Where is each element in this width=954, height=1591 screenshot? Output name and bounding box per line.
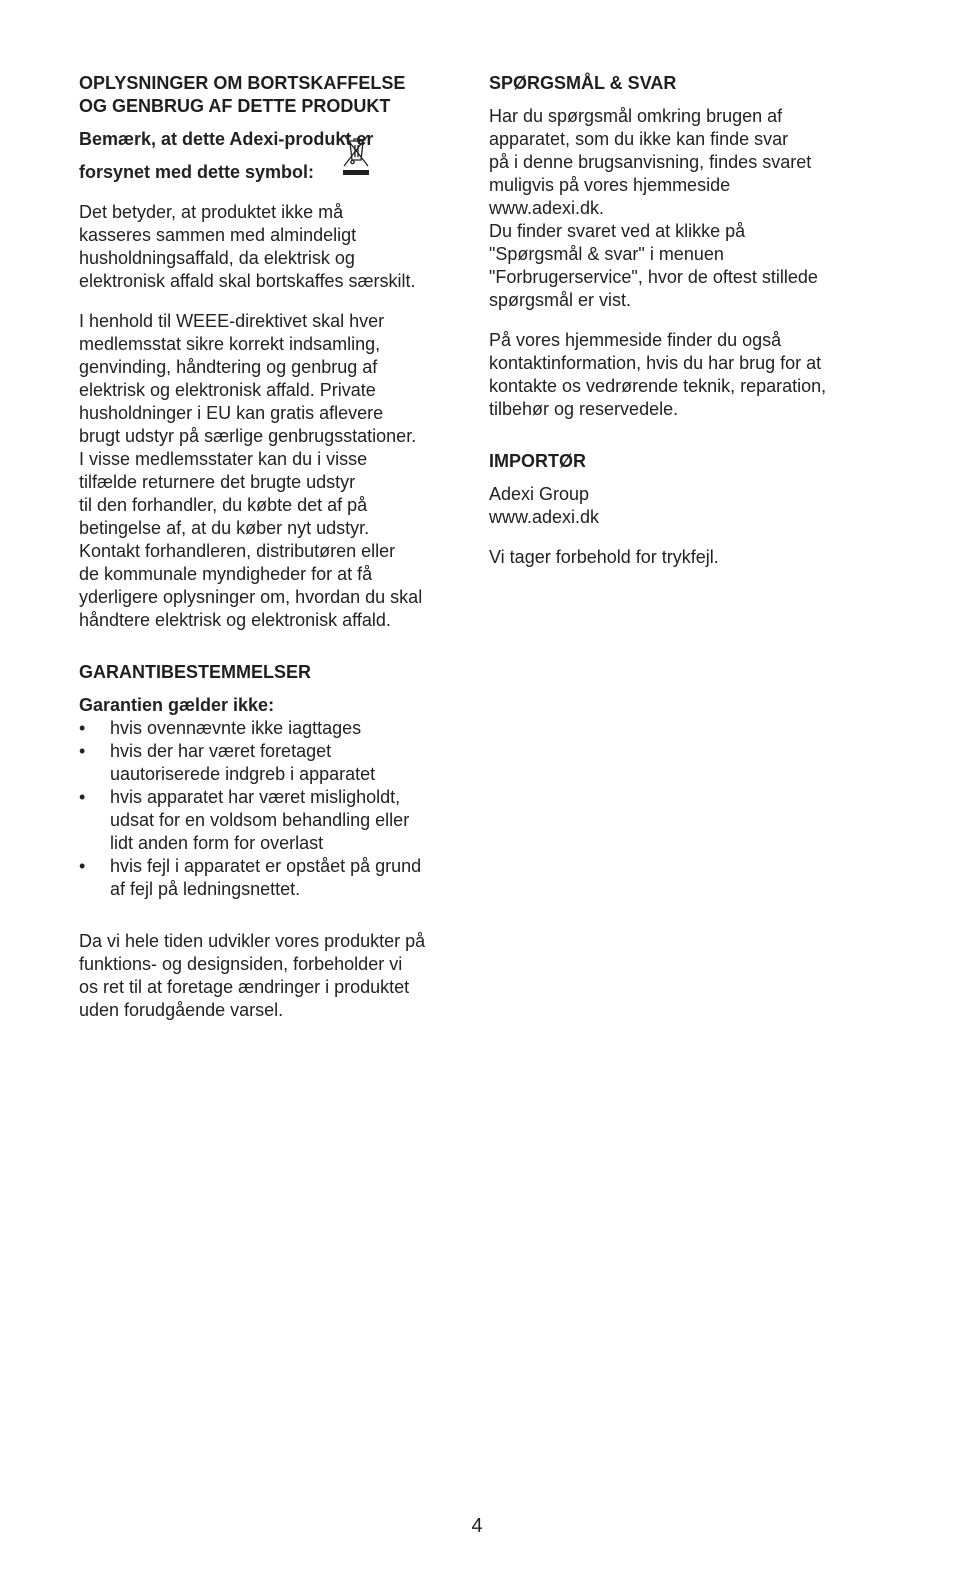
faq-paragraph-1: Har du spørgsmål omkring brugen af apparatet, som du ikke kan finde svar på i denne brugsanvisning, findes svaret muligvis på vores hjemmeside www.adexi.dk. Du finder svaret ved at klikke på "Spørgsmål & svar" i menuen "Forbrugerservice", hvor de oftest stillede spørgsmål er vist.	[489, 106, 818, 310]
list-item: • hvis fejl i apparatet er opstået på grund af fejl på ledningsnettet.	[79, 856, 422, 899]
bullet-mark: •	[79, 787, 86, 807]
bullet-mark: •	[79, 741, 86, 761]
symbol-notice-line2: forsynet med dette symbol:	[79, 162, 315, 182]
faq-paragraph-2: På vores hjemmeside finder du også kontaktinformation, hvis du har brug for at kontakte os vedrørende teknik, reparation, tilbehør og reservedele.	[489, 330, 827, 419]
bullet-mark: •	[79, 718, 86, 738]
print-error-disclaimer: Vi tager forbehold for trykfejl.	[489, 547, 719, 567]
right-column	[489, 72, 869, 586]
crossed-out-wheelie-bin-icon	[341, 132, 371, 178]
page-number: 4	[471, 1515, 483, 1537]
symbol-notice-line1: Bemærk, at dette Adexi-produkt er	[79, 129, 374, 149]
importer-company: Adexi Group	[489, 484, 590, 504]
list-item: • hvis ovennævnte ikke iagttages	[79, 718, 362, 738]
disposal-heading: OPLYSNINGER OM BORTSKAFFELSE OG GENBRUG AF DETTE PRODUKT	[79, 73, 406, 116]
warranty-exclusions-list	[79, 717, 459, 901]
warranty-heading: GARANTIBESTEMMELSER	[79, 662, 312, 682]
warranty-subheading: Garantien gælder ikke:	[79, 695, 275, 715]
disposal-paragraph-2: I henhold til WEEE-direktivet skal hver medlemsstat sikre korrekt indsamling, genvinding, håndtering og genbrug af elektrisk og elektronisk affald. Private husholdninger i EU kan gratis aflevere brugt udstyr på særlige genbrugsstationer. I visse medlemsstater kan du i visse tilfælde returnere det brugte udstyr til den forhandler, du købte det af på betingelse af, at du køber nyt udstyr. Kontakt forhandleren, distributøren eller de kommunale myndigheder for at få yderligere oplysninger om, hvordan du skal håndtere elektrisk og elektronisk affald.	[79, 311, 423, 630]
list-item: • hvis der har været foretaget uautoriserede indgreb i apparatet	[79, 741, 376, 784]
importer-heading: IMPORTØR	[489, 451, 586, 471]
disposal-paragraph-1: Det betyder, at produktet ikke må kasseres sammen med almindeligt husholdningsaffald, da elektrisk og elektronisk affald skal bortskaffes særskilt.	[79, 202, 416, 291]
faq-heading: SPØRGSMÅL & SVAR	[489, 73, 677, 93]
symbol-notice	[79, 128, 459, 184]
bullet-mark: •	[79, 856, 86, 876]
left-column	[79, 72, 459, 1039]
warranty-closing-paragraph: Da vi hele tiden udvikler vores produkter på funktions- og designsiden, forbeholder vi os ret til at foretage ændringer i produktet uden forudgående varsel.	[79, 931, 426, 1020]
importer-website: www.adexi.dk	[489, 507, 600, 527]
list-item: • hvis apparatet har været misligholdt, udsat for en voldsom behandling eller lidt anden form for overlast	[79, 787, 410, 853]
importer-details	[489, 483, 869, 529]
